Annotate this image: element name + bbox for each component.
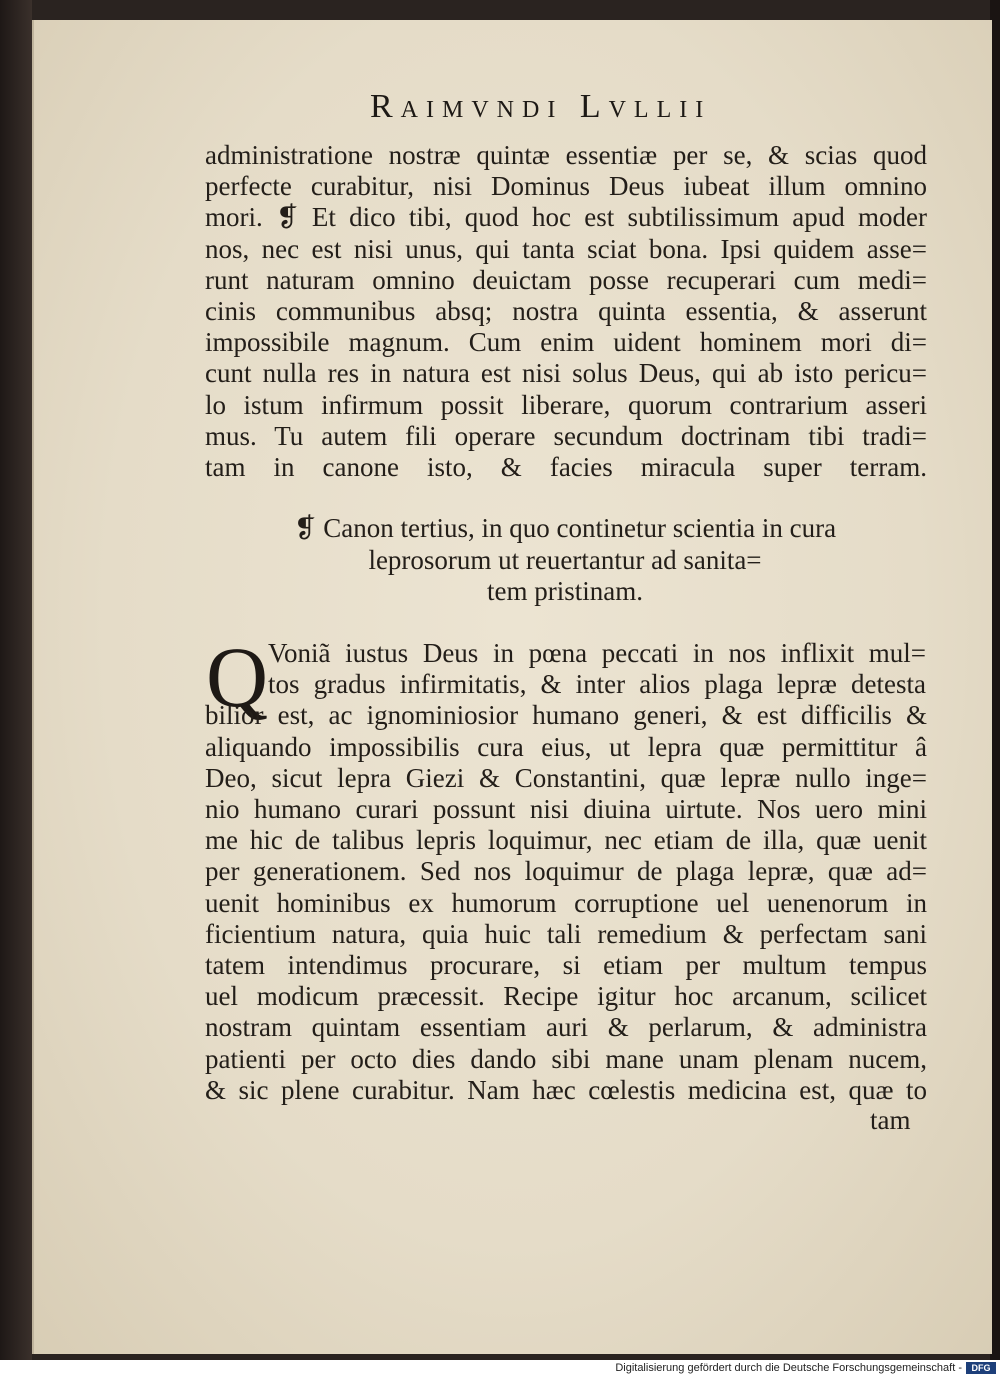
heading-line: leprosorum ut reuertantur ad sanita= <box>368 544 762 575</box>
text-line: mori. ❡ Et dico tibi, quod hoc est subtilissimum apud moder <box>205 202 927 233</box>
text-line: tatem intendimus procurare, si etiam per multum tempus <box>205 950 927 980</box>
text-line: uenit hominibus ex humorum corruptione uel uenenorum in <box>205 887 927 918</box>
catchword: tam <box>870 1105 911 1135</box>
text-line: nos, nec est nisi unus, qui tanta sciat bona. Ipsi quidem asse= <box>205 233 927 264</box>
heading-line: tem pristinam. <box>487 576 643 606</box>
text-line: tam in canone isto, & facies miracula super terram. <box>205 452 927 482</box>
text-line: Voniã iustus Deus in pœna peccati in nos inflixit mul= <box>268 638 926 668</box>
text-line: nio humano curari possunt nisi diuina uirtute. Nos uero mini <box>205 794 927 824</box>
dfg-logo: DFG <box>966 1362 996 1374</box>
binding-shadow <box>0 0 32 1360</box>
text-line: bilior est, ac ignominiosior humano generi, & est difficilis & <box>205 700 927 731</box>
digitization-footer <box>0 1360 1000 1377</box>
text-line: tos gradus infirmitatis, & inter alios plaga lepræ detesta <box>268 669 926 700</box>
text-line: runt naturam omnino deuictam posse recuperari cum medi= <box>205 264 927 295</box>
text-line: lo istum infirmum possit liberare, quorum contrarium asseri <box>205 389 927 420</box>
text-line: cunt nulla res in natura est nisi solus Deus, qui ab isto pericu= <box>205 358 927 389</box>
text-line: me hic de talibus lepris loquimur, nec etiam de illa, quæ uenit <box>205 825 927 856</box>
text-line: uel modicum præcessit. Recipe igitur hoc arcanum, scilicet <box>205 981 927 1012</box>
text-line: ficientium natura, quia huic tali remedium & perfectam sani <box>205 918 927 949</box>
text-line: perfecte curabitur, nisi Dominus Deus iubeat illum omnino <box>205 171 927 202</box>
text-line: impossibile magnum. Cum enim uident hominem mori di= <box>205 327 927 358</box>
text-line: nostram quintam essentiam auri & perlarum, & administra <box>205 1012 927 1043</box>
text-line: patienti per octo dies dando sibi mane unam plenam nucem, <box>205 1043 927 1074</box>
text-line: administratione nostræ quintæ essentiæ per se, & scias quod <box>205 140 927 170</box>
running-head-text: Raimvndi Lvllii <box>370 88 712 125</box>
heading-line: ❡ Canon tertius, in quo continetur scientia in cura <box>293 513 837 543</box>
text-line: & sic plene curabitur. Nam hæc cœlestis medicina est, quæ to <box>205 1074 927 1105</box>
text-line: mus. Tu autem fili operare secundum doctrinam tibi tradi= <box>205 420 927 451</box>
drop-capital: Q <box>206 629 269 725</box>
text-line: Deo, sicut lepra Giezi & Constantini, quæ lepræ nullo inge= <box>205 762 927 793</box>
text-line: per generationem. Sed nos loquimur de plaga lepræ, quæ ad= <box>205 856 927 887</box>
text-line: cinis communibus absq; nostra quinta essentia, & asserunt <box>205 296 927 326</box>
footer-credit: Digitalisierung gefördert durch die Deutsche Forschungsgemeinschaft - <box>615 1362 962 1374</box>
running-head <box>370 88 790 126</box>
text-line: aliquando impossibilis cura eius, ut lepra quæ permittitur â <box>205 731 927 762</box>
